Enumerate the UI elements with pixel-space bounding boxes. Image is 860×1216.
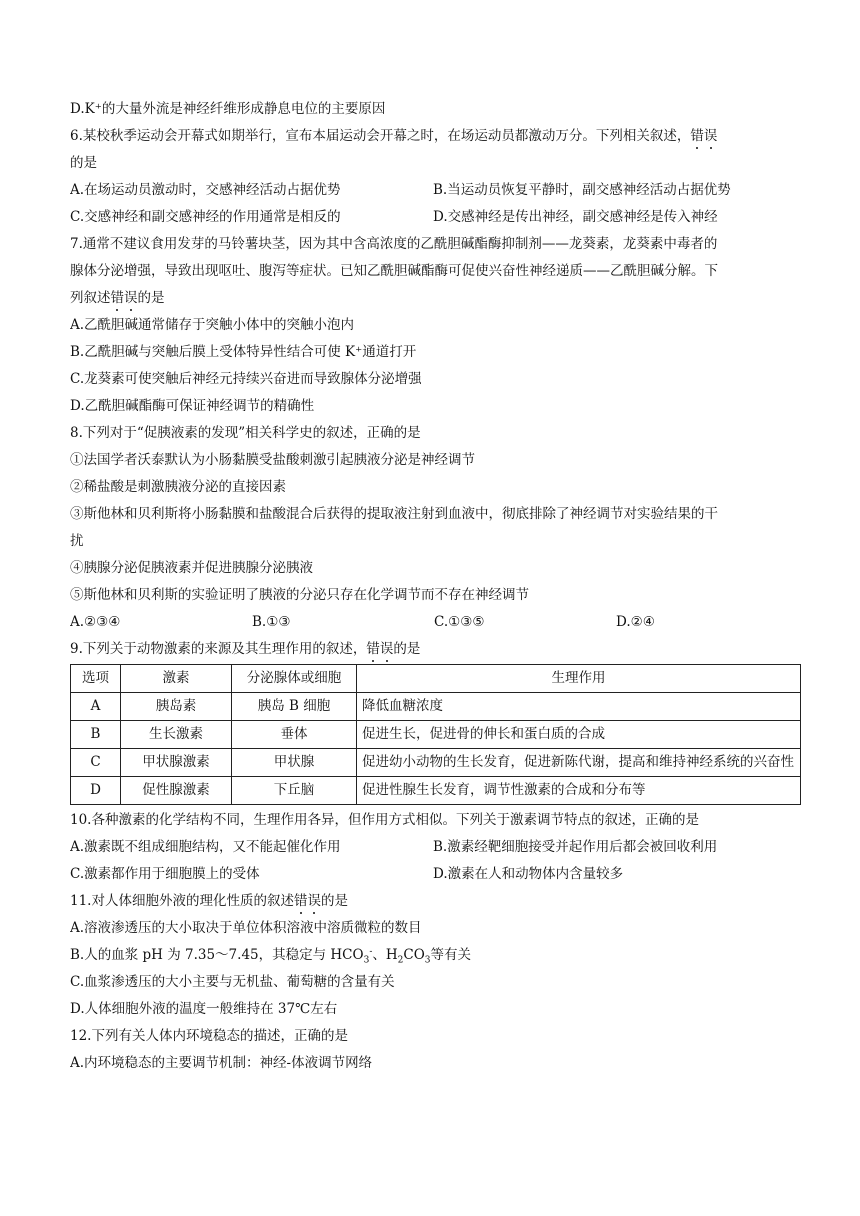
table-cell: 促进性腺生长发育，调节性激素的合成和分布等 [357, 777, 801, 805]
table-row [71, 693, 801, 721]
q6-options-row2 [70, 204, 800, 231]
superscript: - [369, 947, 373, 957]
table-cell: 生长激素 [121, 721, 232, 749]
q7-stem-tail: 的是 [137, 290, 165, 306]
q11-option-b-text: 、H [372, 947, 398, 963]
q10-option-d: D.激素在人和动物体内含量较多 [433, 866, 624, 882]
q7-option-d: D.乙酰胆碱酯酶可保证神经调节的精确性 [70, 398, 315, 414]
table-header-row [71, 665, 801, 693]
q8-options [70, 609, 800, 636]
emphasis-char: 误 [307, 888, 321, 915]
q12-option-a: A.内环境稳态的主要调节机制：神经-体液调节网络 [70, 1055, 373, 1071]
emphasis-char: 错 [111, 285, 125, 312]
table-cell: 降低血糖浓度 [357, 693, 801, 721]
table-cell: 垂体 [232, 721, 357, 749]
q10-option-b: B.激素经靶细胞接受并起作用后都会被回收利用 [433, 839, 718, 855]
hormone-table [70, 664, 801, 805]
q10-option-c: C.激素都作用于细胞膜上的受体 [70, 866, 260, 882]
q6-stem-line1 [70, 123, 800, 150]
table-header-cell: 选项 [71, 665, 121, 693]
q10-option-a: A.激素既不组成细胞结构，又不能起催化作用 [70, 839, 341, 855]
table-cell: A [71, 693, 121, 721]
q11-stem [70, 888, 800, 915]
q11-option-b-text: CO [403, 947, 425, 963]
q8-stem: 8.下列对于“促胰液素的发现”相关科学史的叙述，正确的是 [70, 425, 421, 441]
q6-options-row1 [70, 177, 800, 204]
q7-option-b: B.乙酰胆碱与突触后膜上受体特异性结合可使 K⁺通道打开 [70, 344, 417, 360]
table-cell: 甲状腺激素 [121, 749, 232, 777]
q8-option-c: C.①③⑤ [434, 614, 485, 630]
table-cell: 促性腺激素 [121, 777, 232, 805]
q11-option-d: D.人体细胞外液的温度一般维持在 37℃左右 [70, 1001, 338, 1017]
table-row [71, 721, 801, 749]
emphasis-char: 误 [380, 636, 394, 663]
q12-stem: 12.下列有关人体内环境稳态的描述，正确的是 [70, 1028, 348, 1044]
subscript: 2 [397, 955, 404, 966]
q7-option-a: A.乙酰胆碱通常储存于突触小体中的突触小泡内 [70, 317, 355, 333]
q6-option-b: B.当运动员恢复平静时，副交感神经活动占据优势 [433, 182, 731, 198]
q9-stem-tail: 的是 [393, 641, 421, 657]
q8-option-a: A.②③④ [70, 614, 121, 630]
q8-statement-4: ④胰腺分泌促胰液素并促进胰腺分泌胰液 [70, 560, 313, 576]
q5-option-d: D.K⁺的大量外流是神经纤维形成静息电位的主要原因 [70, 101, 386, 117]
table-cell: 胰岛素 [121, 693, 232, 721]
table-cell: 促进生长，促进骨的伸长和蛋白质的合成 [357, 721, 801, 749]
emphasis-char: 误 [704, 123, 718, 150]
q11-option-b-text: 等有关 [430, 947, 472, 963]
q11-option-c: C.血浆渗透压的大小主要与无机盐、葡萄糖的含量有关 [70, 974, 395, 990]
emphasis-char: 错 [366, 636, 380, 663]
table-header-cell: 激素 [121, 665, 232, 693]
emphasis-char: 错 [690, 123, 704, 150]
table-row [71, 777, 801, 805]
q11-stem-text: 11.对人体细胞外液的理化性质的叙述 [70, 893, 294, 909]
q7-stem-line2: 腺体分泌增强，导致出现呕吐、腹泻等症状。已知乙酰胆碱酯酶可促使兴奋性神经递质——乙酰胆碱分解。下 [70, 263, 718, 279]
table-row [71, 749, 801, 777]
q8-statement-5: ⑤斯他林和贝利斯的实验证明了胰液的分泌只存在化学调节而不存在神经调节 [70, 587, 529, 603]
table-cell: 甲状腺 [232, 749, 357, 777]
q10-options-row1 [70, 834, 800, 861]
q9-stem-text: 9.下列关于动物激素的来源及其生理作用的叙述， [70, 641, 367, 657]
table-cell: D [71, 777, 121, 805]
table-header-cell: 分泌腺体或细胞 [232, 665, 357, 693]
q11-option-b-text: B.人的血浆 pH 为 7.35～7.45，其稳定与 HCO [70, 947, 364, 963]
table-cell: 胰岛 B 细胞 [232, 693, 357, 721]
q8-option-d: D.②④ [616, 614, 655, 630]
table-cell: C [71, 749, 121, 777]
q6-stem-text: 6.某校秋季运动会开幕式如期举行，宣布本届运动会开幕之时，在场运动员都激动万分。下列相关叙述， [70, 128, 691, 144]
table-header-cell: 生理作用 [357, 665, 801, 693]
q6-stem-line2: 的是 [70, 155, 97, 171]
q6-option-a: A.在场运动员激动时，交感神经活动占据优势 [70, 182, 341, 198]
q7-option-c: C.龙葵素可使突触后神经元持续兴奋进而导致腺体分泌增强 [70, 371, 422, 387]
table-cell: B [71, 721, 121, 749]
q8-statement-3: ③斯他林和贝利斯将小肠黏膜和盐酸混合后获得的提取液注射到血液中，彻底排除了神经调节对实验结果的干 [70, 506, 718, 522]
emphasis-char: 错 [294, 888, 308, 915]
emphasis-char: 误 [124, 285, 138, 312]
q7-stem-line1: 7.通常不建议食用发芽的马铃薯块茎，因为其中含高浓度的乙酰胆碱酯酶抑制剂——龙葵素，龙葵素中毒者的 [70, 236, 718, 252]
q9-stem [70, 636, 800, 663]
subscript: 3 [363, 955, 370, 966]
q7-stem-line3 [70, 285, 800, 312]
q8-option-b: B.①③ [252, 614, 291, 630]
q11-option-b [70, 942, 800, 969]
subscript: 3 [424, 955, 431, 966]
q6-option-c: C.交感神经和副交感神经的作用通常是相反的 [70, 209, 341, 225]
q6-option-d: D.交感神经是传出神经，副交感神经是传入神经 [433, 209, 718, 225]
q10-options-row2 [70, 861, 800, 888]
q8-statement-2: ②稀盐酸是刺激胰液分泌的直接因素 [70, 479, 286, 495]
q11-stem-tail: 的是 [320, 893, 348, 909]
exam-page [70, 96, 800, 1077]
q10-stem: 10.各种激素的化学结构不同，生理作用各异，但作用方式相似。下列关于激素调节特点的叙述，正确的是 [70, 812, 699, 828]
q8-statement-3-cont: 扰 [70, 533, 84, 549]
q8-statement-1: ①法国学者沃泰默认为小肠黏膜受盐酸刺激引起胰液分泌是神经调节 [70, 452, 475, 468]
q11-option-a: A.溶液渗透压的大小取决于单位体积溶液中溶质微粒的数目 [70, 920, 422, 936]
table-cell: 下丘脑 [232, 777, 357, 805]
table-cell: 促进幼小动物的生长发育，促进新陈代谢，提高和维持神经系统的兴奋性 [357, 749, 801, 777]
q7-stem-text: 列叙述 [70, 290, 111, 306]
